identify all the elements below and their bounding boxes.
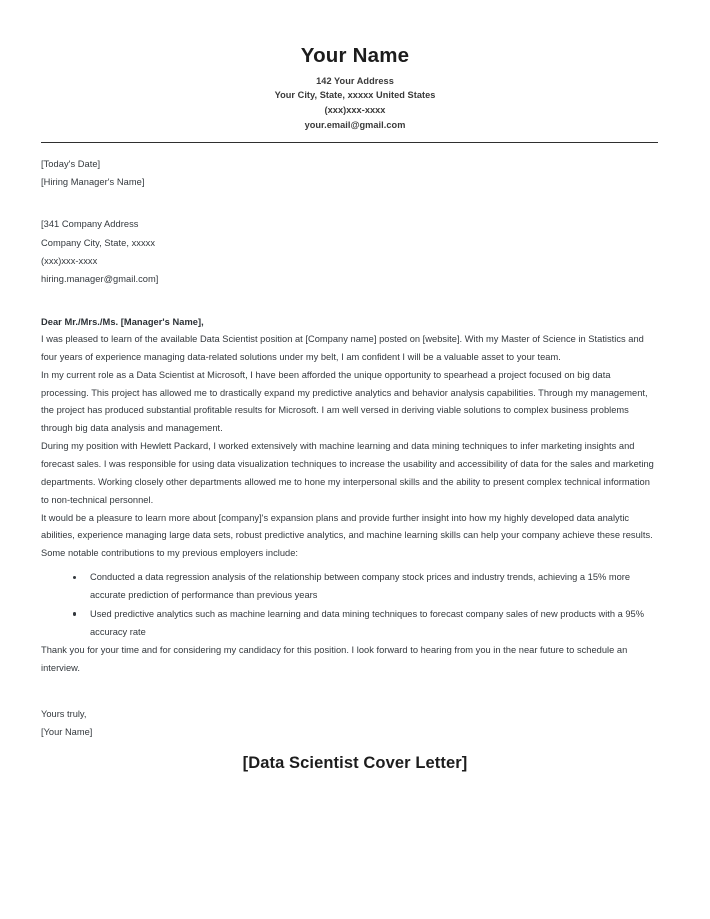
company-phone: (xxx)xxx-xxxx <box>41 255 98 266</box>
signoff-block <box>41 705 658 741</box>
list-item <box>41 569 658 605</box>
paragraph-1: I was pleased to learn of the available Data Scientist position at [Company name] posted on [website]. With my Master of Science in Statistics and four years of experience managing data-related solutions under my belt, I am confident I will be a valuable asset to your team. <box>41 334 644 362</box>
sender-phone: (xxx)xxx-xxxx <box>324 105 386 116</box>
company-city-line: Company City, State, xxxxx <box>41 237 156 248</box>
sender-email: your.email@gmail.com <box>304 120 406 131</box>
company-email: hiring.manager@gmail.com] <box>41 273 159 284</box>
list-item <box>41 606 658 642</box>
date-block <box>41 155 658 191</box>
signature-name: [Your Name] <box>41 727 93 738</box>
closing-phrase: Yours truly, <box>41 709 87 720</box>
list-item-text: Used predictive analytics such as machine learning and data mining techniques to forecast company sales of new products with a 95% accuracy rate <box>90 608 644 637</box>
paragraph-5: Thank you for your time and for considering my candidacy for this position. I look forward to hearing from you in the near future to schedule an interview. <box>41 645 628 674</box>
list-item-text: Conducted a data regression analysis of the relationship between company stock prices and industry trends, achieving a 15% more accurate prediction of performance than previous years <box>90 572 631 600</box>
sender-address: 142 Your Address <box>316 75 394 86</box>
bullet-dot-icon <box>73 612 76 615</box>
header-divider <box>41 142 658 143</box>
document-caption: [Data Scientist Cover Letter] <box>242 754 468 773</box>
bullet-dot-icon <box>73 576 76 579</box>
company-address: [341 Company Address <box>41 219 139 230</box>
achievements-list <box>41 569 658 641</box>
sender-city-line: Your City, State, xxxxx United States <box>274 90 436 101</box>
paragraph-4: It would be a pleasure to learn more about [company]'s expansion plans and provide further insight into how my highly developed data analytic abilities, experience managing large data sets, robust predictive analytics, and machine learning skills can help your company achieve these results. Some notable contributions to my previous employers include: <box>41 512 653 559</box>
paragraph-3: During my position with Hewlett Packard, I worked extensively with machine learning and data mining techniques to infer marketing insights and forecast sales. I was responsible for using data visualization techniques to increase the usability and accessibility of data for the sales and marketing departments. Working closely other departments allowed me to hone my interpersonal skills and the ability to present complex technical information to non-technical personnel. <box>41 441 654 505</box>
letterhead <box>0 0 710 133</box>
hiring-manager-name: [Hiring Manager's Name] <box>41 177 145 188</box>
sender-name: Your Name <box>300 44 410 67</box>
salutation: Dear Mr./Mrs./Ms. [Manager's Name], <box>41 316 204 327</box>
company-address-block <box>41 215 658 288</box>
letter-body <box>0 155 710 741</box>
paragraph-2: In my current role as a Data Scientist at Microsoft, I have been afforded the unique opportunity to spearhead a project focused on big data processing. This project has allowed me to drastically expand my predictive analytics and behavior analysis capabilities. Through my management, the project has produced substantial profitable results for Microsoft. I am well versed in deriving viable solutions to complex business problems through big data analysis and management. <box>41 369 648 434</box>
todays-date: [Today's Date] <box>41 159 101 170</box>
